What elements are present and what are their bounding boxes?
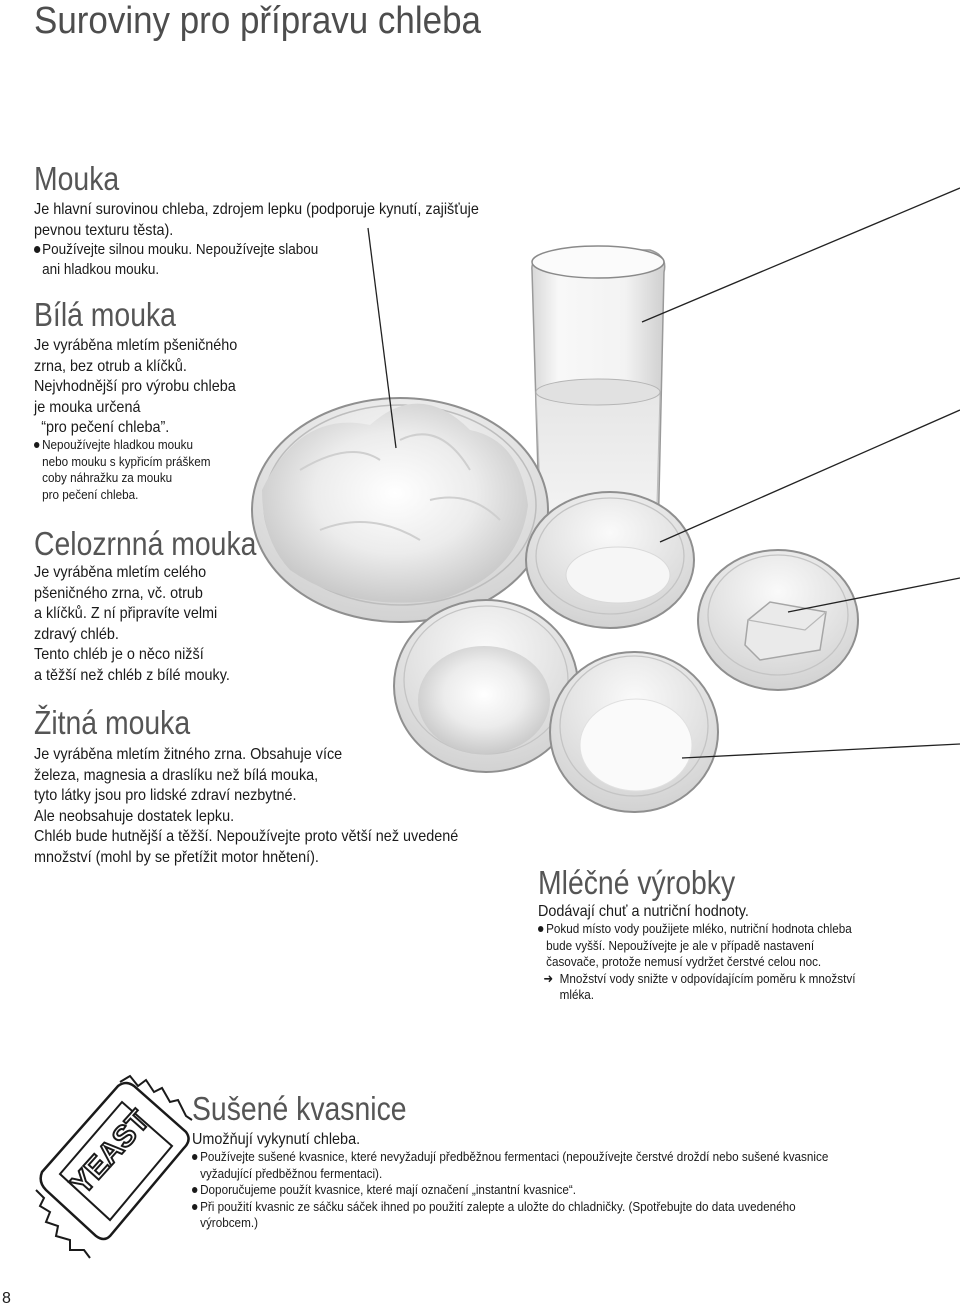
sugar-bowl [550,652,718,812]
bila-mouka-bullet: Nepoužívejte hladkou mouku nebo mouku s kypřicím práškem coby náhražku za mouku pro pečení chleba. [34,437,211,503]
zitna-mouka-heading: Žitná mouka [34,704,191,741]
mlecne-vyrobky-heading: Mléčné výrobky [538,864,736,901]
bila-mouka-heading: Bílá mouka [34,296,176,333]
yeast-packet-label: YEAST [64,1104,157,1201]
yeast-packet-illustration [36,1076,192,1258]
mlecne-vyrobky-bullet: Pokud místo vody použijete mléko, nutriční hodnota chleba bude vyšší. Nepoužívejte je ale v případě nastavení časovače, protože nemusí vydržet čerstvé celou noc. ➜ Množství vody snižte v odpovídajícím poměru k množství mléka. [538,921,855,1004]
mouka-bullet: Používejte silnou mouku. Nepoužívejte slabou ani hladkou mouku. [34,240,318,279]
milk-powder-bowl [526,492,694,628]
susene-kvasnice-heading: Sušené kvasnice [192,1090,407,1127]
bila-mouka-text: Je vyráběna mletím pšeničného zrna, bez otrub a klíčků. Nejvhodnější pro výrobu chleba je mouka určená “pro pečení chleba”. [34,337,238,436]
flour-bowl [252,398,548,622]
celozrnna-mouka-heading: Celozrnná mouka [34,525,257,562]
mouka-text: Je hlavní surovinou chleba, zdrojem lepku (podporuje kynutí, zajišťuje pevnou texturu těsta). [34,201,479,239]
susene-kvasnice-bullets: Používejte sušené kvasnice, které nevyžadují předběžnou fermentaci (nepoužívejte čerstvé droždí nebo sušené kvasnice vyžadující předběžnou fermentaci). Doporučujeme použít kvasnice, které mají označení „instantní kvasnice“. Při použití kvasnic ze sáčku sáček ihned po použití zalepte a uložte do chladničky. (Spotřebujte do data uvedeného výrobcem.) [192,1149,828,1232]
mlecne-vyrobky-text: Dodávají chuť a nutriční hodnoty. [538,903,749,920]
arrow-icon: ➜ [543,970,554,986]
butter-bowl [698,550,858,690]
susene-kvasnice-text: Umožňují vykynutí chleba. [192,1131,361,1148]
page-number: 8 [2,1290,11,1307]
page-title: Suroviny pro přípravu chleba [34,0,481,42]
zitna-mouka-text: Je vyráběna mletím žitného zrna. Obsahuje více železa, magnesia a draslíku než bílá mouka, tyto látky jsou pro lidské zdraví nezbytné. Ale neobsahuje dostatek lepku. Chléb bude hutnější a těžší. Nepoužívejte proto větší než uvedené množství (mohl by se přetížit motor hnětení). [34,746,459,866]
celozrnna-mouka-text: Je vyráběna mletím celého pšeničného zrna, vč. otrub a klíčků. Z ní připravíte velmi zdravý chléb. Tento chléb je o něco nižší a těžší než chléb z bílé mouky. [34,564,230,684]
mouka-heading: Mouka [34,160,120,197]
